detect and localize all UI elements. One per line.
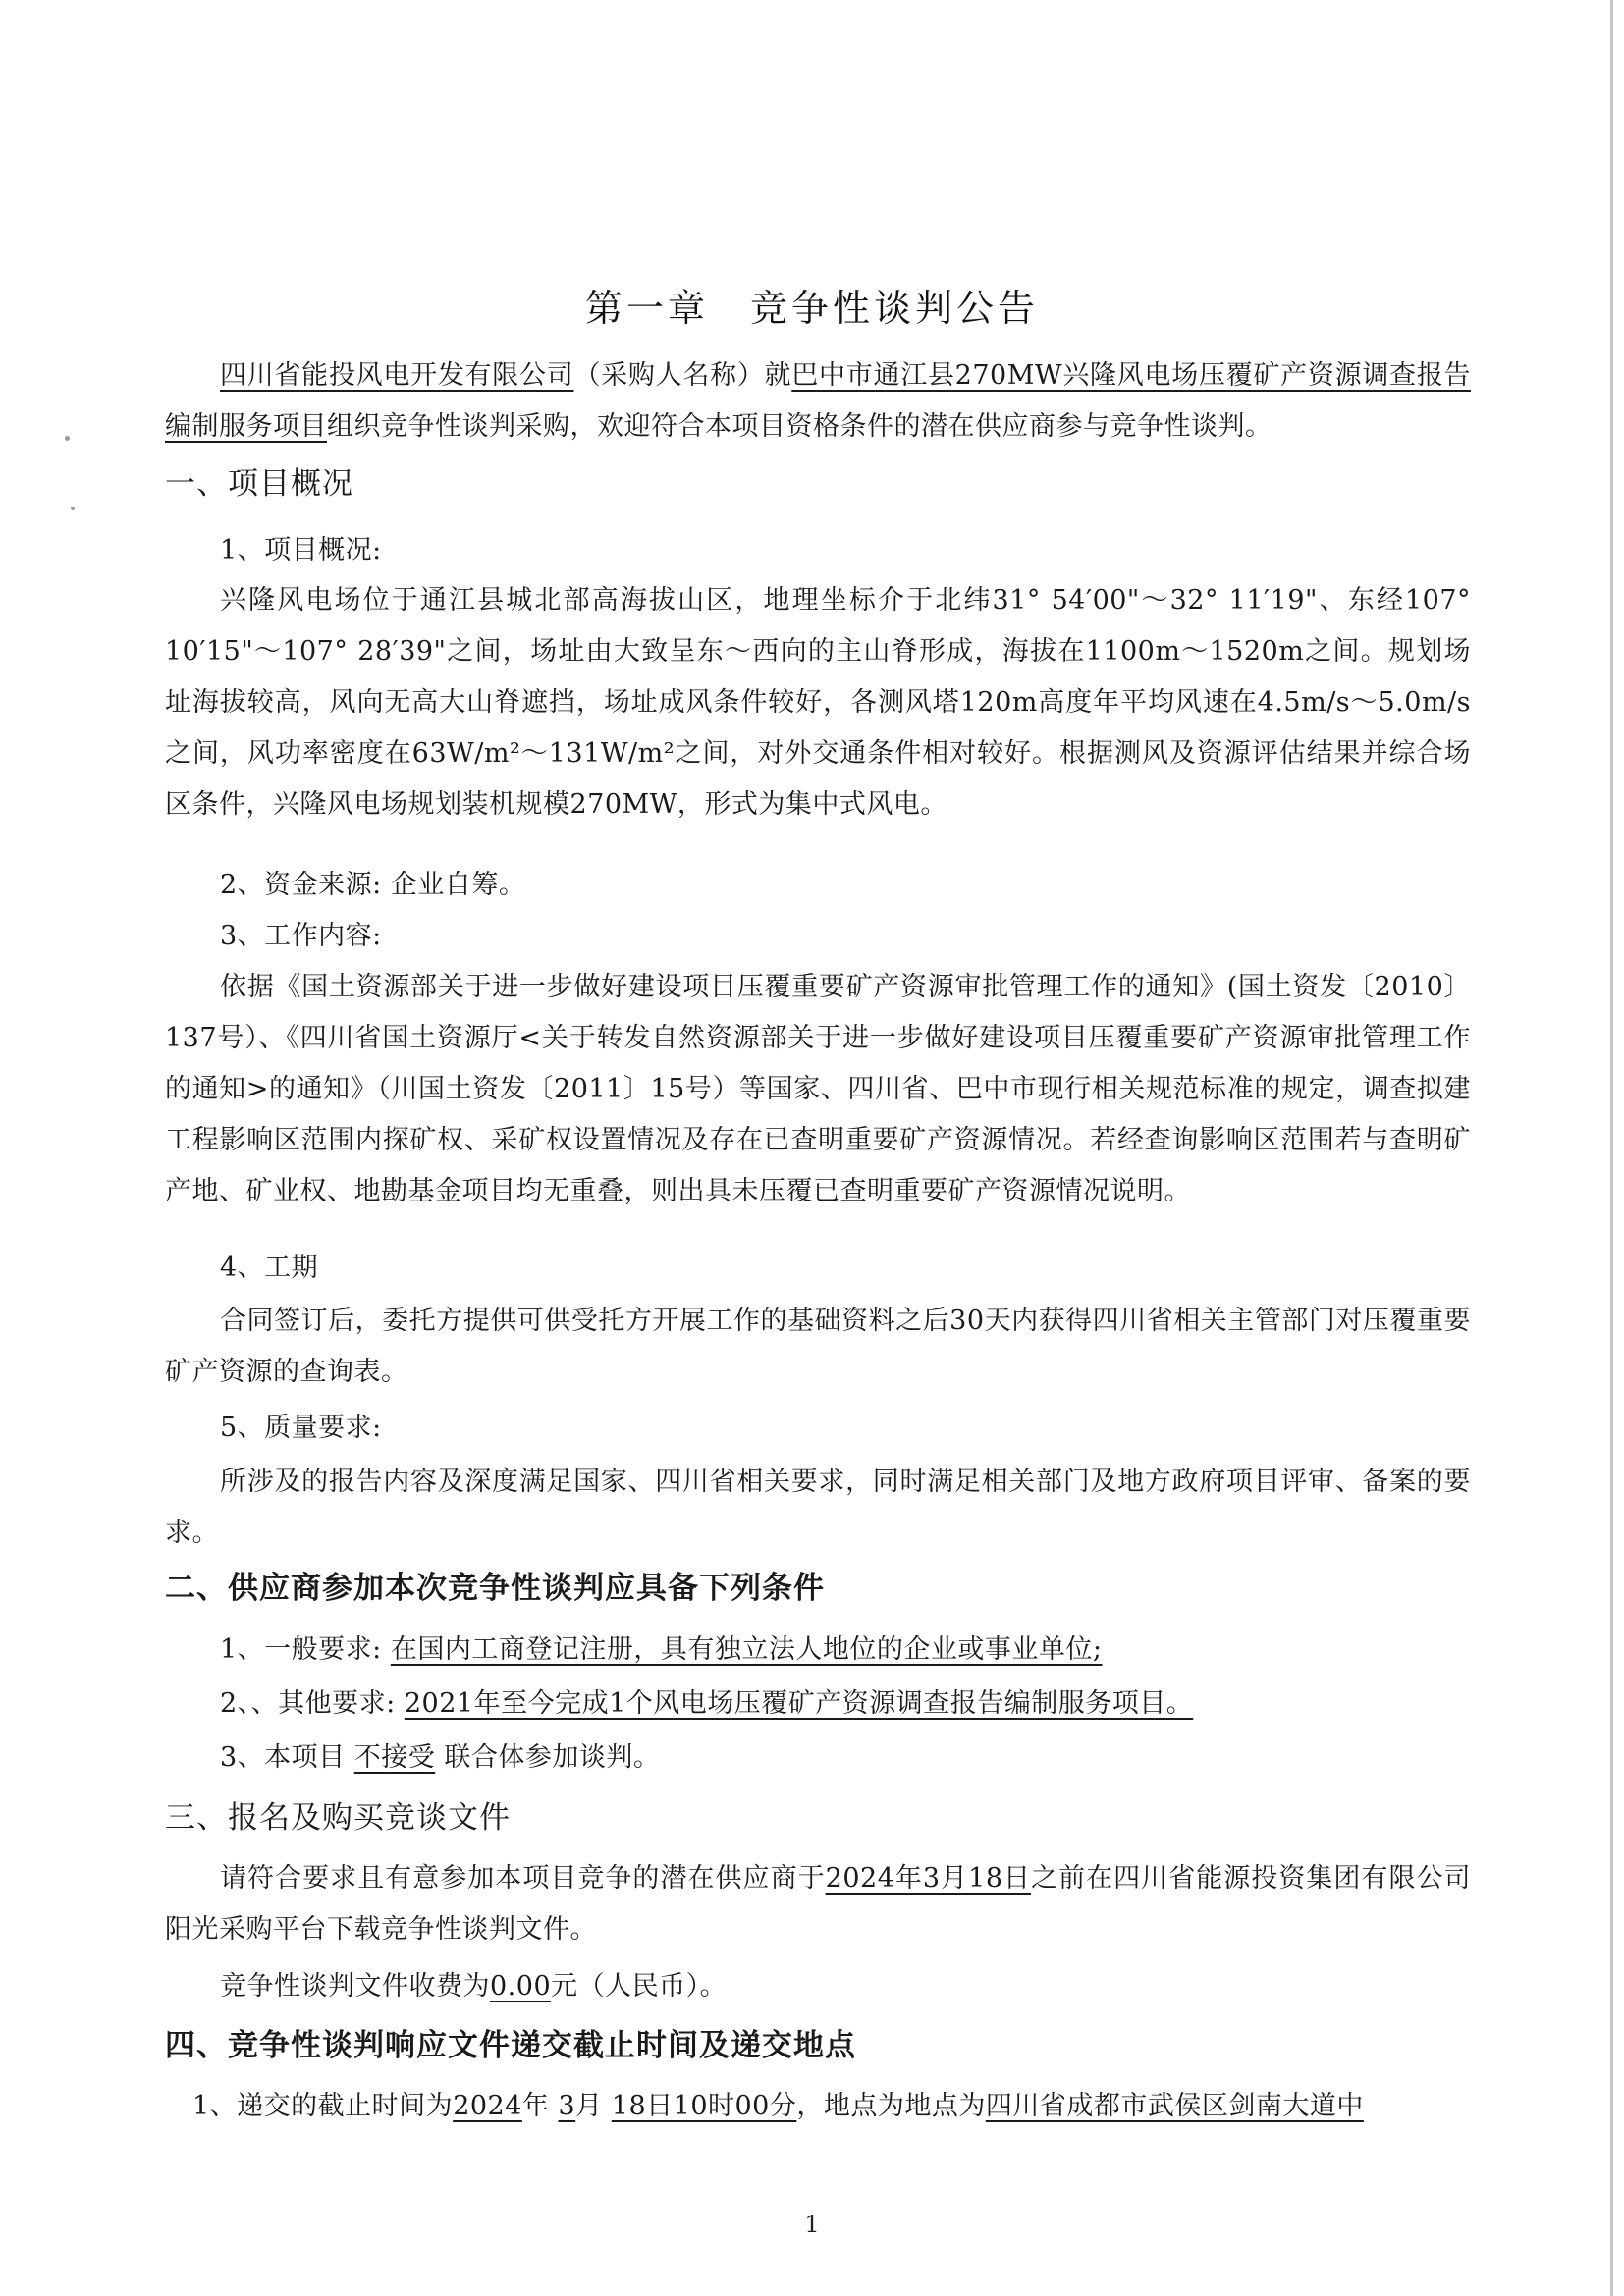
- section-3-heading: 三、报名及购买竞谈文件: [165, 1800, 511, 1836]
- registration-deadline: 2024年3月18日: [825, 1863, 1032, 1894]
- requirement-3: 3、本项目 不接受 联合体参加谈判。: [220, 1742, 661, 1773]
- item-2-funding: 2、资金来源: 企业自筹。: [220, 870, 526, 900]
- section-1-heading: 一、项目概况: [165, 466, 353, 502]
- item-4-title: 4、工期: [220, 1253, 319, 1283]
- project-name: 巴中市通江县270MW兴隆风电场压覆矿产资源调查报告编制服务项目: [165, 360, 1472, 442]
- submission-place: 四川省成都市武侯区剑南大道中: [985, 2091, 1364, 2121]
- section-4-heading: 四、竞争性谈判响应文件递交截止时间及递交地点: [165, 2028, 856, 2063]
- fee-amount: 0.00: [490, 1971, 552, 2002]
- fee-paragraph: 竞争性谈判文件收费为0.00元（人民币）。: [220, 1971, 728, 2002]
- chapter-title: 第一章 竞争性谈判公告: [584, 287, 1039, 330]
- item-5-text: 所涉及的报告内容及深度满足国家、四川省相关要求，同时满足相关部门及地方政府项目评审、备案的要求。: [165, 1467, 1471, 1548]
- scan-speck: [65, 436, 70, 441]
- item-1-text: 兴隆风电场位于通江县城北部高海拔山区，地理坐标介于北纬31° 54′00"～32° 11′19"、东经107° 10′15"～107° 28′39"之间，场址由大致呈东～西向的主山脊形成，海拔在1100m～1520m之间。规划场址海拔较高，风向无高大山脊遮挡，场址成风条件较好，各测风塔120m高度年平均风速在4.5m/s～5.0m/s之间，风功率密度在63W/m²～131W/m²之间，对外交通条件相对较好。根据测风及资源评估结果并综合场区条件，兴隆风电场规划装机规模270MW，形式为集中式风电。: [165, 585, 1471, 820]
- scan-speck: [71, 507, 75, 510]
- section-2-heading: 二、供应商参加本次竞争性谈判应具备下列条件: [165, 1571, 825, 1606]
- page-number: 1: [804, 2211, 820, 2238]
- item-3-text: 依据《国土资源部关于进一步做好建设项目压覆重要矿产资源审批管理工作的通知》(国土资发〔2010〕137号）、《四川省国土资源厅<关于转发自然资源部关于进一步做好建设项目压覆重要矿产资源审批管理工作的通知>的通知》（川国土资发〔2011〕15号）等国家、四川省、巴中市现行相关规范标准的规定，调查拟建工程影响区范围内探矿权、采矿权设置情况及存在已查明重要矿产资源情况。若经查询影响区范围若与查明矿产地、矿业权、地勘基金项目均无重叠，则出具未压覆已查明重要矿产资源情况说明。: [165, 972, 1471, 1206]
- registration-paragraph: 请符合要求且有意参加本项目竞争的潜在供应商于2024年3月18日之前在四川省能源投资集团有限公司阳光采购平台下载竞争性谈判文件。: [165, 1863, 1471, 1945]
- requirement-1: 1、一般要求: 在国内工商登记注册，具有独立法人地位的企业或事业单位;: [220, 1634, 1103, 1665]
- item-3-title: 3、工作内容:: [220, 921, 382, 951]
- item-1-title: 1、项目概况:: [220, 535, 382, 565]
- requirement-2: 2、、其他要求: 2021年至今完成1个风电场压覆矿产资源调查报告编制服务项目。: [220, 1688, 1194, 1719]
- intro-paragraph: 四川省能投风电开发有限公司（采购人名称）就巴中市通江县270MW兴隆风电场压覆矿产资源调查报告编制服务项目组织竞争性谈判采购，欢迎符合本项目资格条件的潜在供应商参与竞争性谈判。: [165, 360, 1472, 442]
- scan-edge-line: [1610, 0, 1613, 2296]
- item-4-text: 合同签订后，委托方提供可供受托方开展工作的基础资料之后30天内获得四川省相关主管部门对压覆重要矿产资源的查询表。: [165, 1306, 1471, 1387]
- purchaser-name: 四川省能投风电开发有限公司: [220, 360, 574, 391]
- submission-deadline-paragraph: 1、递交的截止时间为2024年 3月 18日10时00分，地点为地点为四川省成都市武侯区剑南大道中: [192, 2091, 1364, 2121]
- item-5-title: 5、质量要求:: [220, 1413, 382, 1443]
